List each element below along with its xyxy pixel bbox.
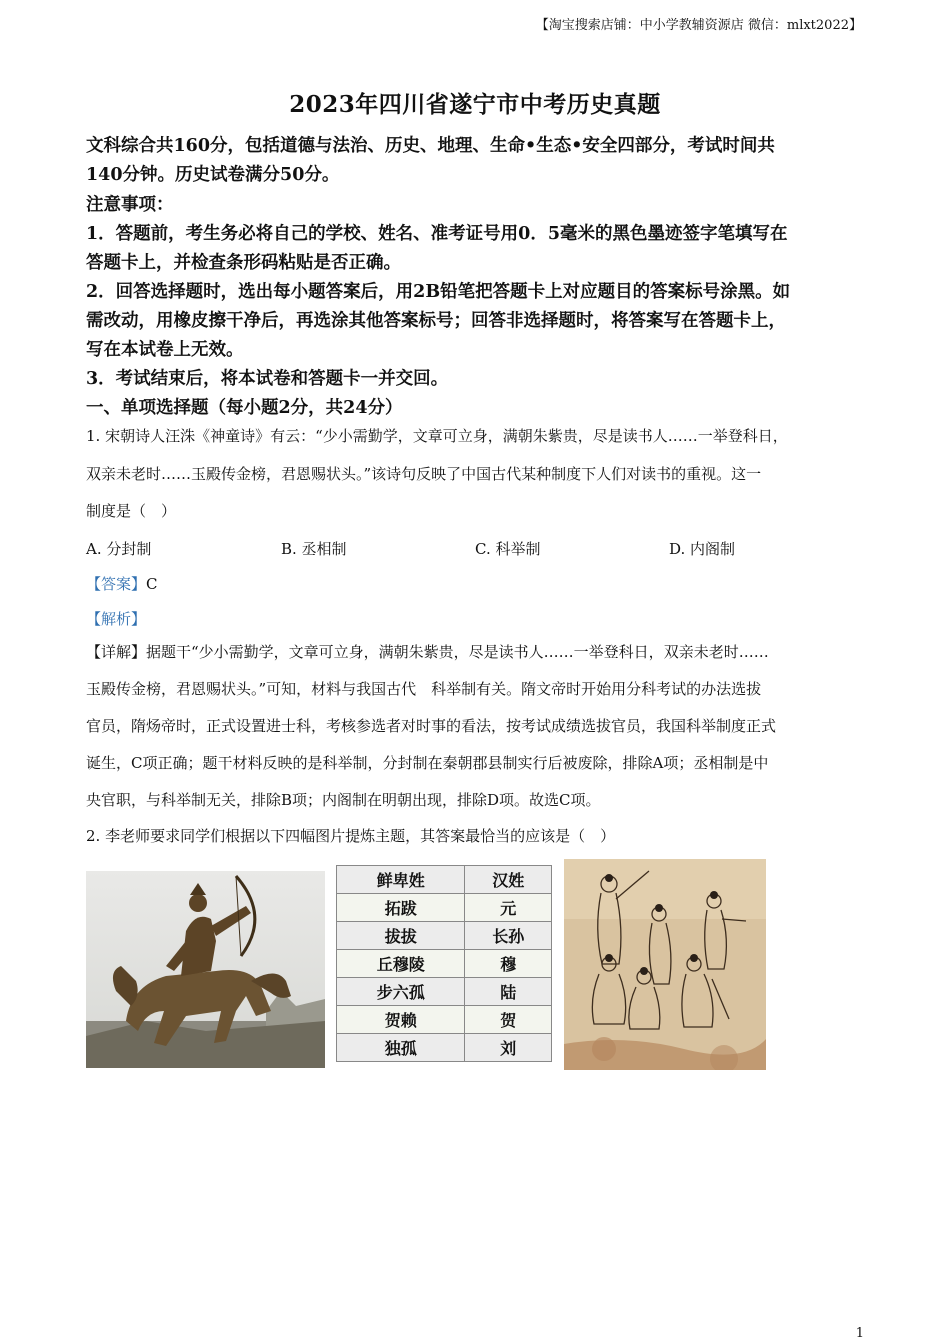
question-1-line: 1. 宋朝诗人汪洙《神童诗》有云：“少小需勤学，文章可立身，满朝朱紫贵，尽是读书人……一举登科日， [86,427,788,445]
surname-table [336,865,554,1069]
xianbei-surname: 拔拔 [337,922,465,950]
table-row [337,950,552,978]
detail-line [86,634,866,671]
intro-line: 文科综合共160分，包括道德与法治、历史、地理、生命•生态•安全四部分，考试时间共 [86,136,775,156]
table-row [337,1006,552,1034]
notice-item: 2．回答选择题时，选出每小题答案后，用2B铅笔把答题卡上对应题目的答案标号涂黑。如 [86,282,791,302]
detail-text: 据题干“少小需勤学，文章可立身，满朝朱紫贵，尽是读书人……一举登科日，双亲未老时…… [146,643,769,661]
han-surname: 元 [465,894,552,922]
header-note: 【淘宝搜索店铺：中小学教辅资源店 微信：mlxt2022】 [535,18,862,33]
intro-line: 140分钟。历史试卷满分50分。 [86,165,340,185]
detail-line: 官员，隋炀帝时，正式设置进士科，考核参选者对时事的看法，按考试成绩选拔官员，我国科举制度正式 [86,717,777,735]
question-1-line: 双亲未老时……玉殿传金榜，君恩赐状头。”该诗句反映了中国古代某种制度下人们对读书的重视。这一 [86,465,762,483]
question-2-line: 2. 李老师要求同学们根据以下四幅图片提炼主题，其答案最恰当的应该是（ ） [86,827,616,845]
answer-label: 【答案】 [86,575,147,593]
detail-line: 诞生，C项正确；题干材料反映的是科举制，分封制在秦朝郡县制实行后被废除，排除A项；丞相制是中 [86,754,769,772]
table-header-row [337,866,552,894]
xianbei-surname: 步六孤 [337,978,465,1006]
xianbei-surname: 丘穆陵 [337,950,465,978]
notice-item: 答题卡上，并检查条形码粘贴是否正确。 [86,253,401,273]
option-a: A. 分封制 [86,540,152,558]
table-header: 鲜卑姓 [337,866,465,894]
detail-line: 玉殿传金榜，君恩赐状头。”可知，材料与我国古代 科举制有关。隋文帝时开始用分科考试的办法选拔 [86,680,762,698]
option-b: B. 丞相制 [281,540,347,558]
musicians-mural-image [564,859,766,1070]
archer-statue-image [86,871,325,1068]
analysis-label: 【解析】 [86,610,147,628]
han-surname: 贺 [465,1006,552,1034]
table-header: 汉姓 [465,866,552,894]
option-c: C. 科举制 [475,540,541,558]
han-surname: 长孙 [465,922,552,950]
detail-line: 央官职，与科举制无关，排除B项；内阁制在明朝出现，排除D项。故选C项。 [86,791,601,809]
notice-item: 需改动，用橡皮擦干净后，再选涂其他答案标号；回答非选择题时，将答案写在答题卡上， [86,311,786,331]
notice-item: 3．考试结束后，将本试卷和答题卡一并交回。 [86,369,449,389]
notice-item: 1．答题前，考生务必将自己的学校、姓名、准考证号用0．5毫米的黑色墨迹签字笔填写在 [86,224,788,244]
table-row [337,1034,552,1062]
xianbei-surname: 贺赖 [337,1006,465,1034]
han-surname: 刘 [465,1034,552,1062]
table-row [337,978,552,1006]
page-number: 1 [855,1326,864,1341]
option-d: D. 内阁制 [669,540,736,558]
section-heading: 一、单项选择题（每小题2分，共24分） [86,398,403,418]
answer-value: C [146,575,158,593]
detail-label: 【详解】 [86,643,147,661]
answer-line [86,573,158,594]
table-row [337,922,552,950]
page-title: 2023年四川省遂宁市中考历史真题 [289,91,661,118]
han-surname: 穆 [465,950,552,978]
table-row [337,894,552,922]
xianbei-surname: 独孤 [337,1034,465,1062]
notice-item: 写在本试卷上无效。 [86,340,244,360]
xianbei-surname: 拓跋 [337,894,465,922]
question-1-line: 制度是（ ） [86,502,177,520]
notice-heading: 注意事项： [86,195,174,215]
han-surname: 陆 [465,978,552,1006]
